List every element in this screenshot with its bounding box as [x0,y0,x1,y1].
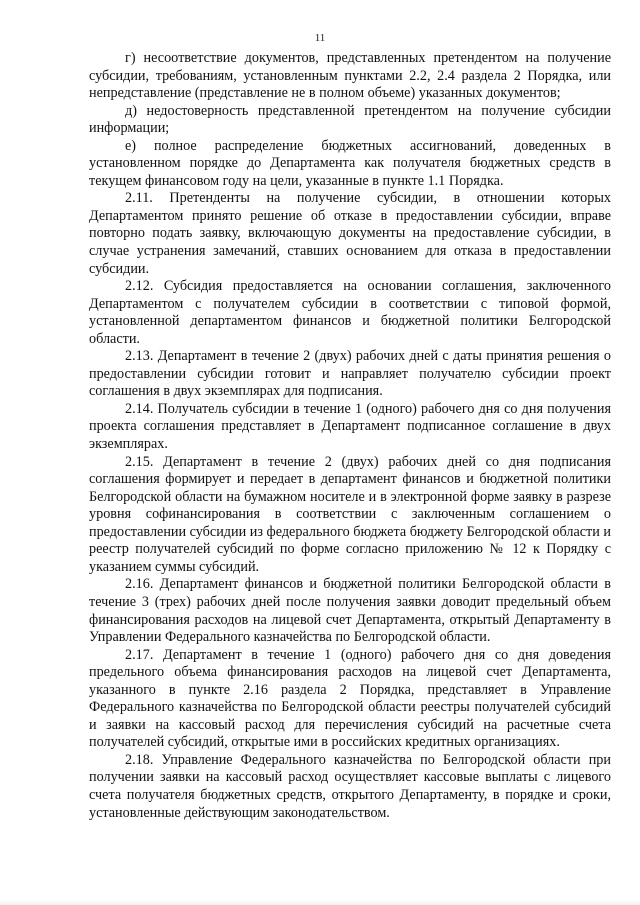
scan-bottom-edge [0,900,640,905]
document-body [89,50,611,822]
paragraph-2-16: 2.16. Департамент финансов и бюджетной политики Белгородской области в течение 3 (трех) рабочих дней после получения заявки доводит предельный объем финансирования расходов на лицевой счет Департамента, открытый Департаменту в Управлении Федерального казначейства по Белгородской области. [89,576,611,646]
paragraph-2-11: 2.11. Претенденты на получение субсидии, в отношении которых Департаментом принято решение об отказе в предоставлении субсидии, вправе повторно подать заявку, включающую документы на предоставление субсидии, в случае устранения замечаний, ставших основанием для отказа в предоставлении субсидии. [89,190,611,277]
paragraph-2-15: 2.15. Департамент в течение 2 (двух) рабочих дней со дня подписания соглашения формирует и передает в департамент финансов и бюджетной политики Белгородской области на бумажном носителе и в электронной форме заявку в разрезе уровня софинансирования в соответствии с заключенным соглашением о предоставлении субсидии из федерального бюджета бюджету Белгородской области и реестр получателей субсидий по форме согласно приложению № 12 к Порядку с указанием суммы субсидий. [89,453,611,575]
paragraph-2-18: 2.18. Управление Федерального казначейства по Белгородской области при получении заявки на кассовый расход осуществляет кассовые выплаты с лицевого счета получателя бюджетных средств, открытого Департаменту, в порядке и сроки, установленные действующим законодательством. [89,751,611,821]
paragraph-2-14: 2.14. Получатель субсидии в течение 1 (одного) рабочего дня со дня получения проекта соглашения представляет в Департамент подписанное соглашение в двух экземплярах. [89,400,611,453]
paragraph-subitem-g: г) несоответствие документов, представленных претендентом на получение субсидии, требованиям, установленным пунктами 2.2, 2.4 раздела 2 Порядка, или непредставление (представление не в полном объеме) указанных документов; [89,50,611,102]
paragraph-subitem-d: д) недостоверность представленной претендентом на получение субсидии информации; [89,102,611,137]
paragraph-2-12: 2.12. Субсидия предоставляется на основании соглашения, заключенного Департаментом с получателем субсидии в соответствии с типовой формой, установленной департаментом финансов и бюджетной политики Белгородской области. [89,278,611,347]
page-number: 11 [314,32,326,44]
paragraph-subitem-e: е) полное распределение бюджетных ассигнований, доведенных в установленном порядке до Департамента как получателя бюджетных средств в текущем финансовом году на цели, указанные в пункте 1.1 Порядка. [89,137,611,189]
paragraph-2-13: 2.13. Департамент в течение 2 (двух) рабочих дней с даты принятия решения о предоставлении субсидии готовит и направляет получателю субсидии проект соглашения в двух экземплярах для подписания. [89,348,611,400]
paragraph-2-17: 2.17. Департамент в течение 1 (одного) рабочего дня со дня доведения предельного объема финансирования расходов на лицевой счет Департамента, указанного в пункте 2.16 раздела 2 Порядка, представляет в Управление Федерального казначейства по Белгородской области реестры получателей субсидий и заявки на кассовый расход для перечисления субсидий на расчетные счета получателей субсидий, открытые ими в российских кредитных организациях. [89,646,611,751]
